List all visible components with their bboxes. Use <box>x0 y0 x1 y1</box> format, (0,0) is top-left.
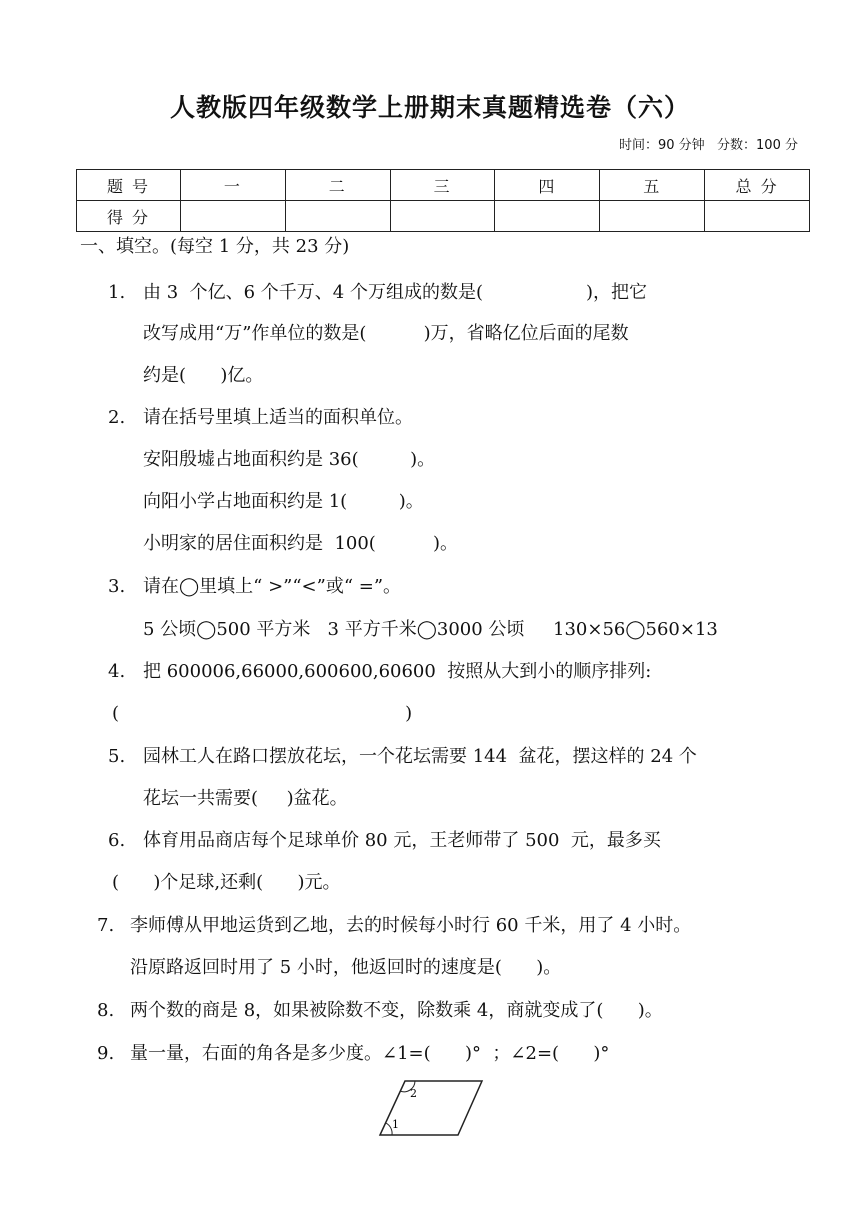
exam-meta: 时间：90 分钟 分数：100 分 <box>618 138 798 153</box>
angle-2-label: 2 <box>410 1087 417 1100</box>
question-line: 请在括号里填上适当的面积单位。 <box>143 407 413 428</box>
question-number: 2. <box>108 407 126 428</box>
question-line: 约是( )亿。 <box>143 365 264 386</box>
question-line: 小明家的居住面积约是 100( )。 <box>143 533 459 554</box>
question-number: 3. <box>108 576 126 597</box>
score-input-cell[interactable] <box>181 201 286 232</box>
question-line: 沿原路返回时用了 5 小时，他返回时的速度是( )。 <box>130 957 562 978</box>
question-line: 园林工人在路口摆放花坛，一个花坛需要 144 盆花，摆这样的 24 个 <box>143 746 697 767</box>
score-table-cell: 三 <box>390 170 495 201</box>
angle-1-label: 1 <box>392 1118 399 1131</box>
question-line: 安阳殷墟占地面积约是 36( )。 <box>143 449 436 470</box>
score-table-cell: 五 <box>600 170 705 201</box>
score-table-score-row <box>77 201 810 232</box>
score-table-cell: 总 分 <box>705 170 810 201</box>
question-number: 8. <box>97 1000 115 1021</box>
question-number: 6. <box>108 830 126 851</box>
score-table-cell: 四 <box>495 170 600 201</box>
parallelogram-figure <box>370 1075 490 1145</box>
score-input-cell[interactable] <box>705 201 810 232</box>
question-line: 5 公顷◯500 平方米 3 平方千米◯3000 公顷 130×56◯560×13 <box>143 619 718 640</box>
score-table-cell: 一 <box>181 170 286 201</box>
score-table-header-row <box>77 170 810 201</box>
question-number: 7. <box>97 915 115 936</box>
question-line: ( )个足球,还剩( )元。 <box>112 872 341 893</box>
question-line: 由 3 个亿、6 个千万、4 个万组成的数是( )，把它 <box>143 282 647 303</box>
score-input-cell[interactable] <box>285 201 390 232</box>
question-number: 9. <box>97 1043 115 1064</box>
score-input-cell[interactable] <box>390 201 495 232</box>
question-line: 花坛一共需要( )盆花。 <box>143 788 348 809</box>
question-line: 体育用品商店每个足球单价 80 元，王老师带了 500 元，最多买 <box>143 830 661 851</box>
score-table-cell: 题 号 <box>77 170 181 201</box>
section-title: 一、填空。(每空 1 分，共 23 分) <box>80 236 350 257</box>
score-input-cell[interactable] <box>495 201 600 232</box>
question-line: 李师傅从甲地运货到乙地，去的时候每小时行 60 千米，用了 4 小时。 <box>130 915 692 936</box>
question-number: 1. <box>108 282 126 303</box>
page-title: 人教版四年级数学上册期末真题精选卷（六） <box>169 93 690 122</box>
question-line: 请在◯里填上“ >”“<”或“ =”。 <box>143 576 402 597</box>
question-number: 5. <box>108 746 126 767</box>
score-table-cell: 二 <box>285 170 390 201</box>
question-line: 把 600006,66000,600600,60600 按照从大到小的顺序排列: <box>143 661 652 682</box>
question-line: ( ) <box>112 703 413 724</box>
question-line: 向阳小学占地面积约是 1( )。 <box>143 491 424 512</box>
score-input-cell[interactable] <box>600 201 705 232</box>
score-table-cell: 得 分 <box>77 201 181 232</box>
question-line: 量一量，右面的角各是多少度。∠1=( )° ；∠2=( )° <box>130 1043 610 1064</box>
question-line: 改写成用“万”作单位的数是( )万，省略亿位后面的尾数 <box>143 323 629 344</box>
question-line: 两个数的商是 8，如果被除数不变，除数乘 4，商就变成了( )。 <box>130 1000 663 1021</box>
question-number: 4. <box>108 661 126 682</box>
score-table <box>76 169 810 232</box>
